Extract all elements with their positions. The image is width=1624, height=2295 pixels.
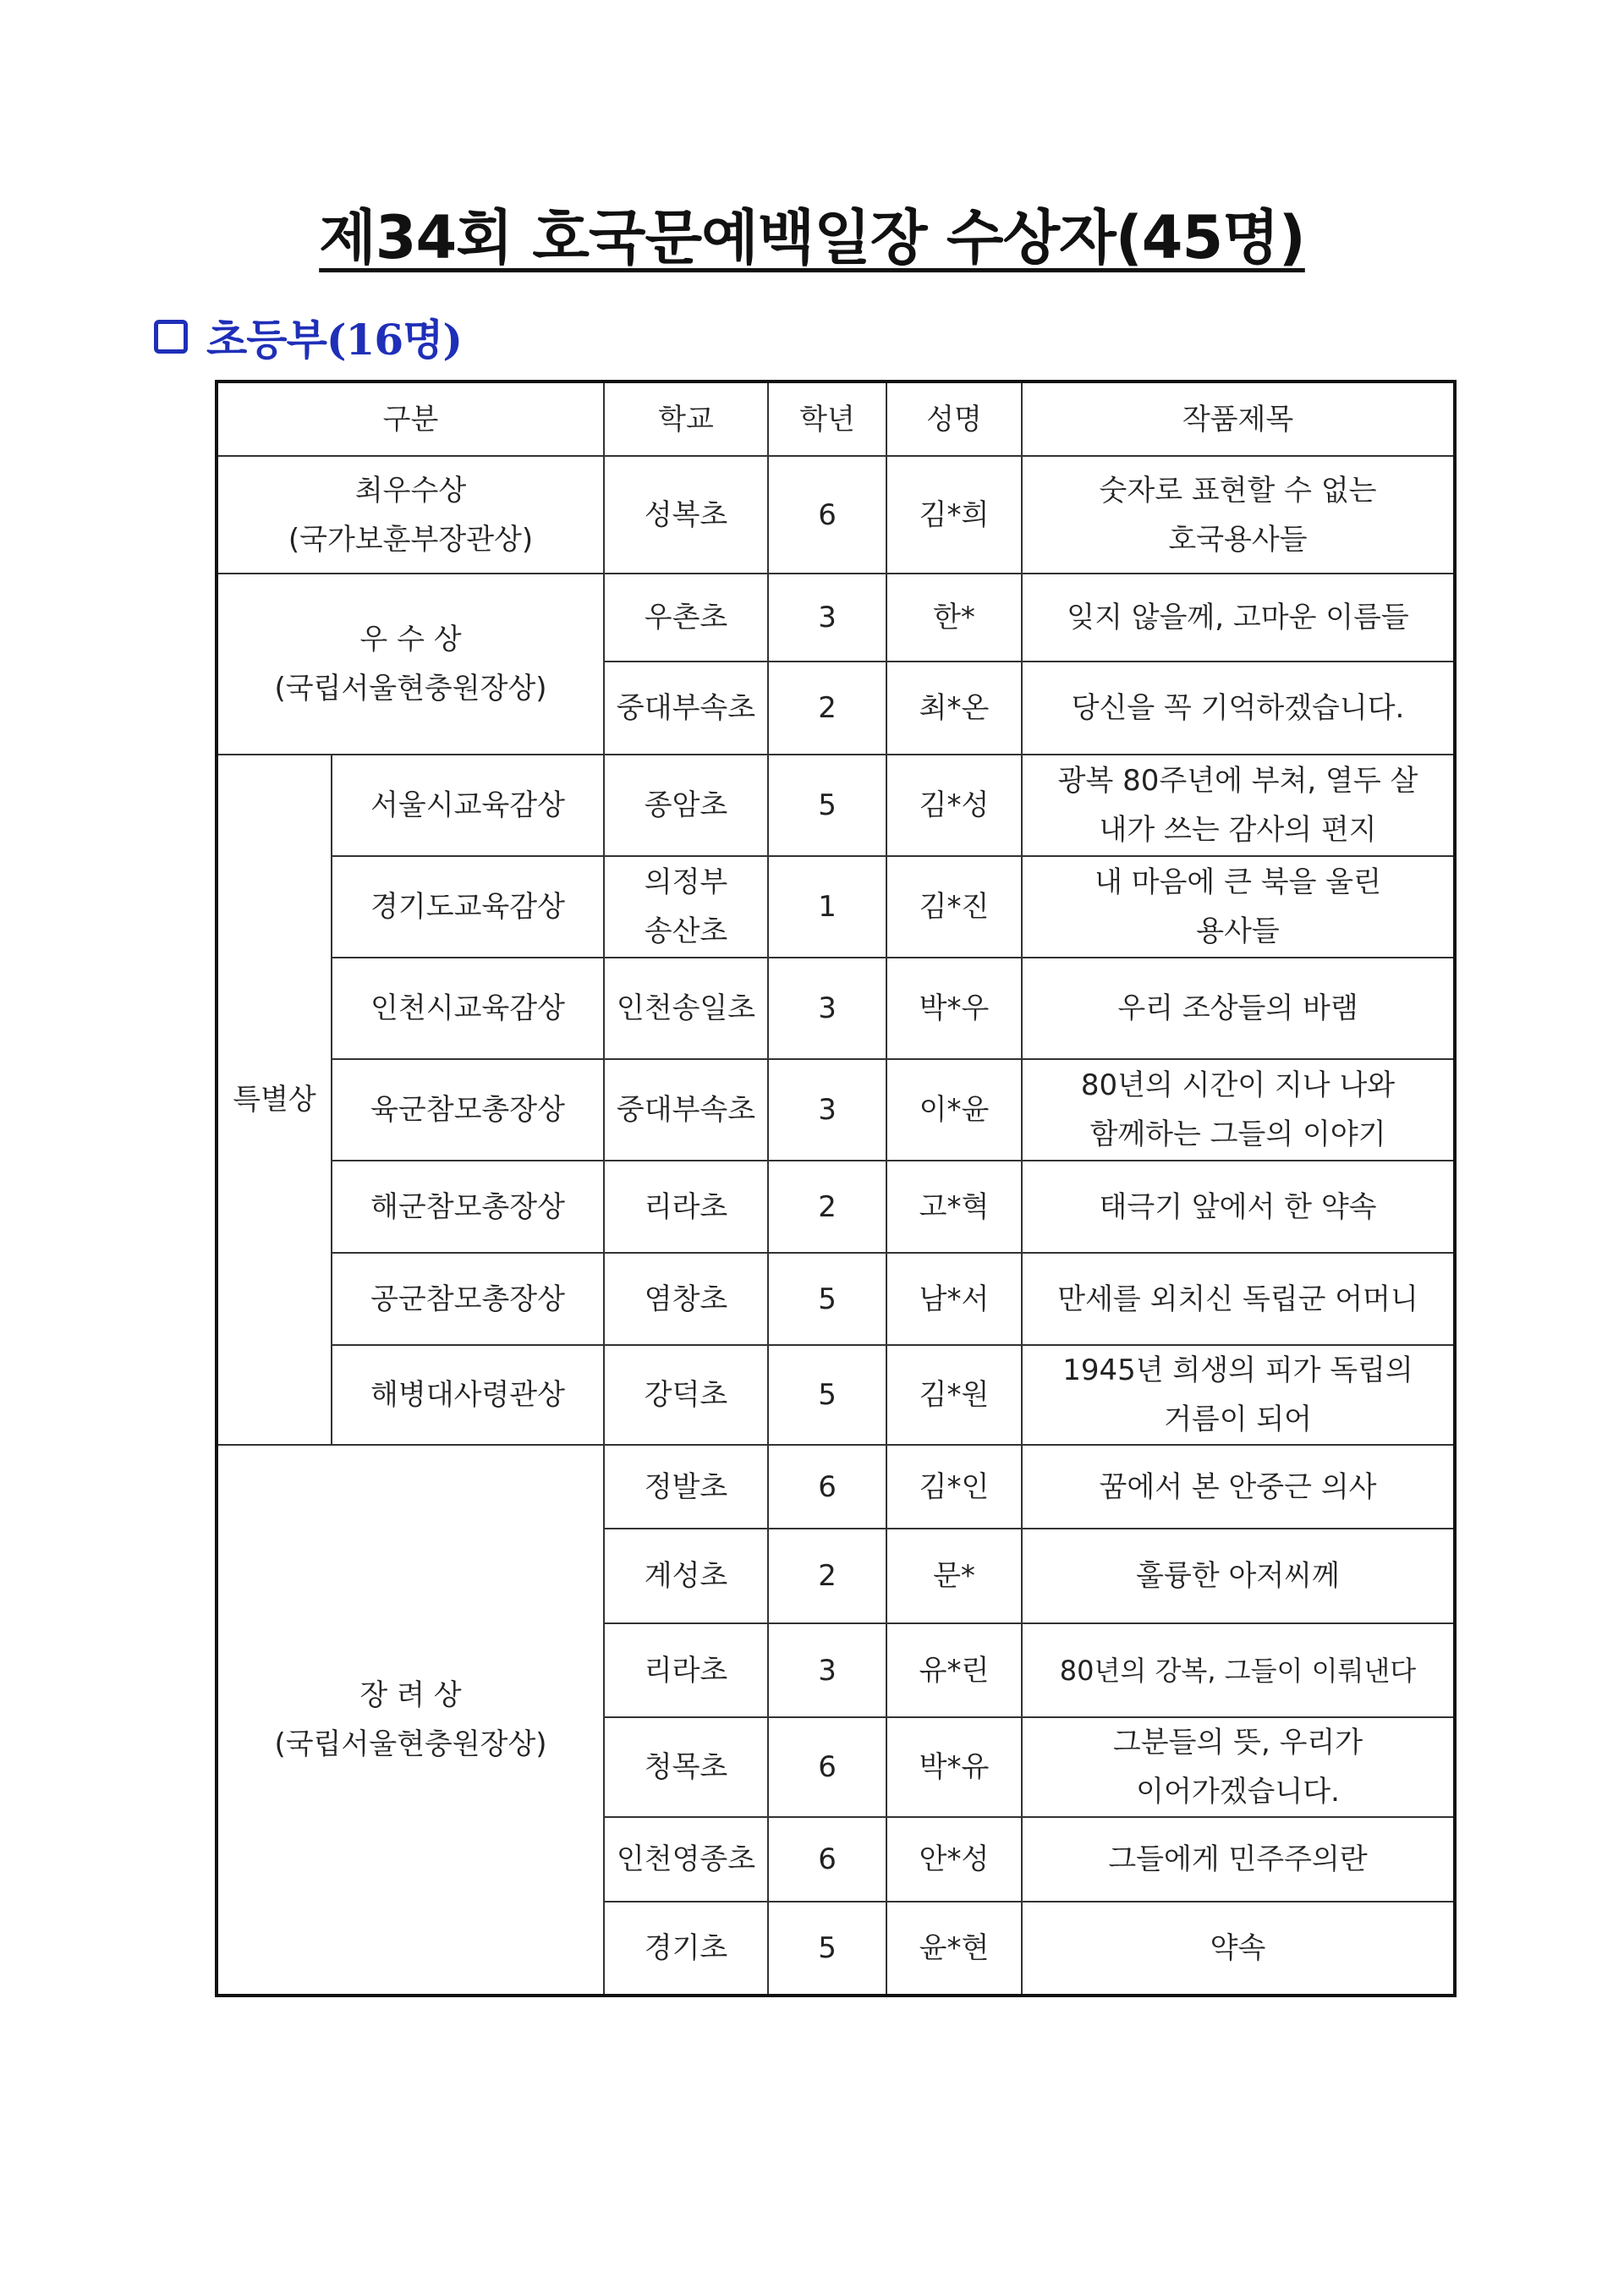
school-cell: 중대부속초: [604, 1059, 768, 1161]
grade-cell: 6: [768, 1717, 886, 1817]
work-cell: 훌륭한 아저씨께: [1022, 1529, 1455, 1623]
work-cell: 80년의 강복, 그들이 이뤄낸다: [1022, 1623, 1455, 1717]
work-cell: [1022, 1717, 1455, 1817]
work-line: 함께하는 그들의 이야기: [1089, 1117, 1386, 1151]
school-cell: 염창초: [604, 1253, 768, 1345]
work-line: 광복 80주년에 부쳐, 열두 살: [1057, 764, 1418, 798]
checkbox-icon: [154, 320, 188, 354]
award-cell: 인천시교육감상: [332, 958, 604, 1059]
name-cell: 이*윤: [886, 1059, 1022, 1161]
name-cell: 남*서: [886, 1253, 1022, 1345]
award-cell: 육군참모총장상: [332, 1059, 604, 1161]
school-cell: 리라초: [604, 1161, 768, 1253]
award-sublabel: (국가보훈부장관상): [288, 522, 534, 557]
award-label: 최우수상: [354, 473, 467, 508]
school-line: 종암초: [644, 788, 728, 822]
header-category: 구분: [217, 382, 604, 456]
name-cell: 김*진: [886, 856, 1022, 958]
table-row: [217, 1445, 1455, 1529]
work-cell: 우리 조상들의 바램: [1022, 958, 1455, 1059]
work-line: 내 마음에 큰 북을 울린: [1095, 865, 1381, 899]
work-cell: 태극기 앞에서 한 약속: [1022, 1161, 1455, 1253]
work-line: 이어가겠습니다.: [1136, 1775, 1340, 1809]
school-cell: 청목초: [604, 1717, 768, 1817]
name-cell: 고*혁: [886, 1161, 1022, 1253]
name-cell: 한*: [886, 574, 1022, 662]
award-category-cell: [217, 574, 604, 755]
award-cell: 서울시교육감상: [332, 755, 604, 856]
work-line: 숫자로 표현할 수 없는: [1099, 473, 1377, 508]
name-cell: 최*온: [886, 662, 1022, 755]
award-cell: 해병대사령관상: [332, 1345, 604, 1445]
school-cell: 인천송일초: [604, 958, 768, 1059]
work-line: 그분들의 뜻, 우리가: [1112, 1726, 1363, 1760]
table-row: [217, 574, 1455, 662]
document-title: [0, 200, 1624, 276]
award-cell: 공군참모총장상: [332, 1253, 604, 1345]
section-title: 초등부(16명): [206, 315, 463, 365]
table-row: [217, 755, 1455, 856]
header-work: 작품제목: [1022, 382, 1455, 456]
name-cell: 김*원: [886, 1345, 1022, 1445]
header-name: 성명: [886, 382, 1022, 456]
work-line: 1945년 희생의 피가 독립의: [1062, 1353, 1413, 1387]
grade-cell: 1: [768, 856, 886, 958]
header-school: 학교: [604, 382, 768, 456]
school-line: 송산초: [644, 914, 728, 948]
table-row: [217, 1253, 1455, 1345]
school-cell: 경기초: [604, 1902, 768, 1996]
school-cell: [604, 856, 768, 958]
school-cell: [604, 755, 768, 856]
award-sublabel: (국립서울현충원장상): [274, 672, 547, 706]
work-cell: [1022, 1059, 1455, 1161]
special-category-cell: 특별상: [217, 755, 332, 1445]
header-grade: 학년: [768, 382, 886, 456]
name-cell: 박*유: [886, 1717, 1022, 1817]
school-cell: 리라초: [604, 1623, 768, 1717]
name-cell: 윤*현: [886, 1902, 1022, 1996]
work-cell: [1022, 755, 1455, 856]
award-category-cell: [217, 456, 604, 574]
school-cell: 중대부속초: [604, 662, 768, 755]
award-sublabel: (국립서울현충원장상): [274, 1727, 547, 1761]
table-row: [217, 1059, 1455, 1161]
table-row: [217, 1345, 1455, 1445]
award-cell: 해군참모총장상: [332, 1161, 604, 1253]
school-cell: 계성초: [604, 1529, 768, 1623]
table-header-row: [217, 382, 1455, 456]
grade-cell: 2: [768, 662, 886, 755]
grade-cell: 3: [768, 574, 886, 662]
school-cell: 강덕초: [604, 1345, 768, 1445]
work-cell: 당신을 꼭 기억하겠습니다.: [1022, 662, 1455, 755]
school-cell: 우촌초: [604, 574, 768, 662]
work-cell: 잊지 않을께, 고마운 이름들: [1022, 574, 1455, 662]
table-row: [217, 958, 1455, 1059]
work-line: 용사들: [1196, 914, 1280, 948]
grade-cell: 6: [768, 456, 886, 574]
grade-cell: 5: [768, 755, 886, 856]
work-line: 80년의 시간이 지나 나와: [1080, 1068, 1396, 1102]
school-cell: 정발초: [604, 1445, 768, 1529]
school-cell: 성복초: [604, 456, 768, 574]
award-cell: 경기도교육감상: [332, 856, 604, 958]
work-cell: [1022, 1345, 1455, 1445]
school-cell: 인천영종초: [604, 1817, 768, 1902]
grade-cell: 6: [768, 1445, 886, 1529]
grade-cell: 3: [768, 958, 886, 1059]
name-cell: 문*: [886, 1529, 1022, 1623]
work-cell: 꿈에서 본 안중근 의사: [1022, 1445, 1455, 1529]
award-label: 장 려 상: [359, 1678, 462, 1712]
grade-cell: 6: [768, 1817, 886, 1902]
work-cell: [1022, 456, 1455, 574]
work-line: 내가 쓰는 감사의 편지: [1099, 813, 1377, 847]
work-cell: 약속: [1022, 1902, 1455, 1996]
award-category-cell: [217, 1445, 604, 1996]
name-cell: 김*성: [886, 755, 1022, 856]
grade-cell: 3: [768, 1059, 886, 1161]
grade-cell: 2: [768, 1161, 886, 1253]
table-row: [217, 856, 1455, 958]
school-line: 의정부: [644, 865, 728, 899]
grade-cell: 5: [768, 1253, 886, 1345]
name-cell: 김*인: [886, 1445, 1022, 1529]
name-cell: 박*우: [886, 958, 1022, 1059]
table-row: [217, 1161, 1455, 1253]
work-line: 거름이 되어: [1164, 1403, 1313, 1436]
work-cell: 그들에게 민주주의란: [1022, 1817, 1455, 1902]
grade-cell: 5: [768, 1345, 886, 1445]
grade-cell: 2: [768, 1529, 886, 1623]
table-row: [217, 456, 1455, 574]
grade-cell: 3: [768, 1623, 886, 1717]
award-table: [215, 380, 1457, 1997]
section-heading: [154, 306, 462, 367]
name-cell: 유*린: [886, 1623, 1022, 1717]
work-cell: [1022, 856, 1455, 958]
award-label: 우 수 상: [359, 623, 462, 656]
grade-cell: 5: [768, 1902, 886, 1996]
work-cell: 만세를 외치신 독립군 어머니: [1022, 1253, 1455, 1345]
work-line: 호국용사들: [1168, 522, 1308, 557]
name-cell: 안*성: [886, 1817, 1022, 1902]
document-title-text: 제34회 호국문예백일장 수상자(45명): [319, 203, 1305, 272]
name-cell: 김*희: [886, 456, 1022, 574]
